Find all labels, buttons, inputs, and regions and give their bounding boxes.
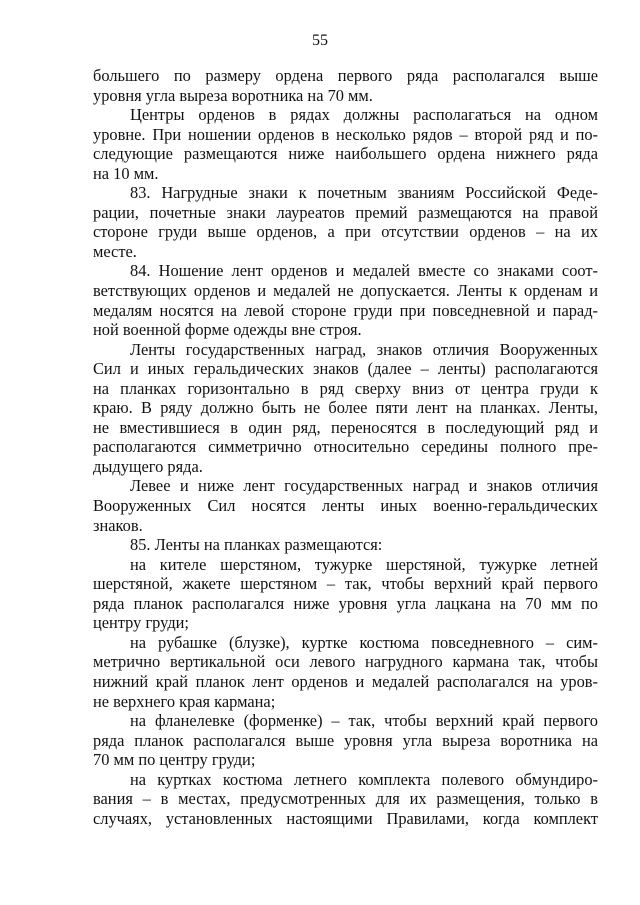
text-line: ветствующих орденов и медалей не допускается. Ленты к орденам и: [93, 281, 598, 301]
text-line: на кителе шерстяном, тужурке шерстяной, тужурке летней: [130, 554, 598, 574]
text-line: метрично вертикальной оси левого нагрудного кармана так, чтобы: [93, 652, 598, 672]
text-line: Ленты государственных наград, знаков отличия Вооруженных: [130, 339, 598, 359]
text-line: краю. В ряду должно быть не более пяти лент на планках. Ленты,: [93, 398, 598, 418]
text-line: на рубашке (блузке), куртке костюма повседневного – сим-: [130, 632, 598, 652]
text-line: месте.: [93, 241, 137, 261]
text-line: уровне. При ношении орденов в несколько рядов – второй ряд и по-: [93, 124, 598, 144]
text-line: следующие размещаются ниже наибольшего ордена нижнего ряда: [93, 144, 598, 164]
text-line: шерстяной, жакете шерстяном – так, чтобы верхний край первого: [93, 574, 598, 594]
text-line: Вооруженных Сил носятся ленты иных военно-геральдических: [93, 496, 598, 516]
text-line: Левее и ниже лент государственных наград и знаков отличия: [130, 476, 598, 496]
text-line: на планках горизонтально в ряд сверху вниз от центра груди к: [93, 378, 598, 398]
text-line: 85. Ленты на планках размещаются:: [130, 535, 383, 555]
text-line: нижний край планок лент орденов и медалей располагался на уров-: [93, 671, 598, 691]
text-line: на куртках костюма летнего комплекта полевого обмундиро-: [130, 769, 598, 789]
text-line: рации, почетные знаки лауреатов премий размещаются на правой: [93, 202, 598, 222]
text-line: центру груди;: [93, 613, 189, 633]
text-line: на фланелевке (форменке) – так, чтобы верхний край первого: [130, 711, 598, 731]
text-line: ряда планок располагался ниже уровня угла лацкана на 70 мм по: [93, 593, 598, 613]
text-line: уровня угла выреза воротника на 70 мм.: [93, 85, 373, 105]
text-line: не вместившиеся в один ряд, переносятся в последующий ряд и: [93, 417, 598, 437]
text-line: располагаются симметрично относительно середины полного пре-: [93, 437, 598, 457]
text-line: стороне груди выше орденов, а при отсутствии орденов – на их: [93, 222, 598, 242]
text-line: большего по размеру ордена первого ряда располагался выше: [93, 66, 598, 85]
text-line: на 10 мм.: [93, 163, 159, 183]
body-text: [93, 66, 598, 828]
text-line: дыдущего ряда.: [93, 456, 203, 476]
text-line: Сил и иных геральдических знаков (далее – ленты) располагаются: [93, 359, 598, 379]
page-number: 55: [312, 32, 328, 49]
text-line: не верхнего края кармана;: [93, 691, 276, 711]
text-line: медалям носятся на левой стороне груди при повседневной и парад-: [93, 300, 598, 320]
text-line: 84. Ношение лент орденов и медалей вместе со знаками соот-: [130, 261, 598, 281]
text-line: случаях, установленных настоящими Правилами, когда комплект: [93, 808, 598, 828]
text-line: вания – в местах, предусмотренных для их размещения, только в: [93, 789, 598, 809]
text-line: 83. Нагрудные знаки к почетным званиям Российской Феде-: [130, 183, 598, 203]
text-line: знаков.: [93, 515, 143, 535]
text-line: ряда планок располагался выше уровня угла выреза воротника на: [93, 730, 598, 750]
text-line: ной военной форме одежды вне строя.: [93, 320, 362, 340]
text-line: Центры орденов в рядах должны располагаться на одном: [130, 105, 598, 125]
text-line: 70 мм по центру груди;: [93, 750, 256, 770]
